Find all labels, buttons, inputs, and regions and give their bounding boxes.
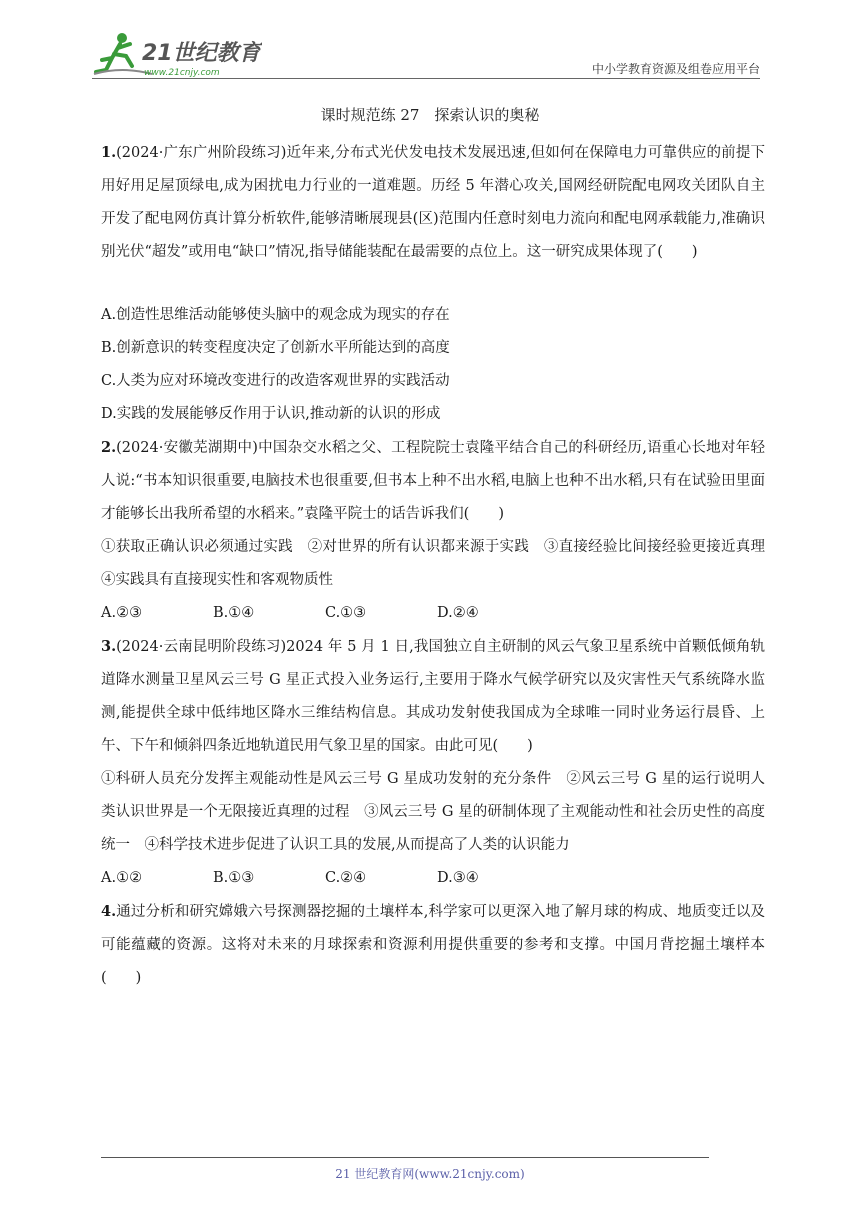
- option-a: A.创造性思维活动能够使头脑中的观念成为现实的存在: [101, 307, 450, 323]
- page-header: [92, 30, 760, 80]
- question-number: 1.: [101, 144, 117, 161]
- option-a: A.①②: [101, 870, 143, 886]
- option-row: [101, 597, 765, 630]
- option-b: B.①④: [213, 605, 255, 621]
- question-stem: (2024·云南昆明阶段练习)2024 年 5 月 1 日,我国独立自主研制的风云气象卫星系统中首颗低倾角轨道降水测量卫星风云三号 G 星正式投入业务运行,主要用于降水气候学研究以及灾害性天气系统降水监测,能提供全球中低纬地区降水三维结构信息。其成功发射使我国成为全球唯一同时业务运行晨昏、上午、下午和倾斜四条近地轨道民用气象卫星的国家。由此可见( ): [101, 639, 765, 754]
- option-d: D.③④: [437, 870, 479, 886]
- question-2: [101, 431, 765, 531]
- question-3: [101, 630, 765, 763]
- svg-text:www.21cnjy.com: www.21cnjy.com: [144, 68, 220, 78]
- statements: ①获取正确认识必须通过实践 ②对世界的所有认识都来源于实践 ③直接经验比间接经验更接近真理 ④实践具有直接现实性和客观物质性: [101, 539, 780, 588]
- option-c: C.①③: [325, 605, 367, 621]
- svg-text:21世纪教育: 21世纪教育: [142, 41, 261, 66]
- option-b: B.①③: [213, 870, 255, 886]
- header-divider: [92, 78, 760, 79]
- question-stem: (2024·广东广州阶段练习)近年来,分布式光伏发电技术发展迅速,但如何在保障电力可靠供应的前提下用好用足屋顶绿电,成为困扰电力行业的一道难题。历经 5 年潜心攻关,国网经研院配电网攻关团队自主开发了配电网仿真计算分析软件,能够清晰展现县(区)范围内任意时刻电力流向和配电网承载能力,准确识别光伏“超发”或用电“缺口”情况,指导储能装配在最需要的点位上。这一研究成果体现了( ): [101, 145, 765, 260]
- page-title: 课时规范练 27 探索认识的奥秘: [320, 106, 540, 124]
- question-number: 4.: [101, 903, 117, 920]
- option-row: [101, 862, 765, 895]
- option-a: A.②③: [101, 605, 143, 621]
- option-d: D.②④: [437, 605, 479, 621]
- question-stem: 通过分析和研究嫦娥六号探测器挖掘的土壤样本,科学家可以更深入地了解月球的构成、地质变迁以及可能蕴藏的资源。这将对未来的月球探索和资源利用提供重要的参考和支撑。中国月背挖掘土壤样本( ): [101, 904, 765, 986]
- option-b: B.创新意识的转变程度决定了创新水平所能达到的高度: [101, 340, 450, 356]
- footer-divider: [101, 1157, 709, 1158]
- option-d: D.实践的发展能够反作用于认识,推动新的认识的形成: [101, 406, 441, 422]
- option-c: C.②④: [325, 870, 367, 886]
- question-4: [101, 895, 765, 995]
- question-list: [101, 136, 780, 995]
- question-number: 2.: [101, 439, 117, 456]
- platform-name: 中小学教育资源及组卷应用平台: [591, 62, 760, 76]
- question-number: 3.: [101, 638, 117, 655]
- page-footer: 21 世纪教育网(www.21cnjy.com): [335, 1167, 525, 1181]
- statements: ①科研人员充分发挥主观能动性是风云三号 G 星成功发射的充分条件 ②风云三号 G 星的运行说明人类认识世界是一个无限接近真理的过程 ③风云三号 G 星的研制体现了主观能动性和社会历史性的高度统一 ④科学技术进步促进了认识工具的发展,从而提高了人类的认识能力: [101, 771, 765, 853]
- question-1: [101, 136, 765, 269]
- answer-gap: [101, 269, 765, 299]
- site-logo: [92, 30, 262, 80]
- option-c: C.人类为应对环境改变进行的改造客观世界的实践活动: [101, 373, 450, 389]
- question-stem: (2024·安徽芜湖期中)中国杂交水稻之父、工程院院士袁隆平结合自己的科研经历,语重心长地对年轻人说:“书本知识很重要,电脑技术也很重要,但书本上种不出水稻,电脑上也种不出水稻,只有在试验田里面才能够长出我所希望的水稻来。”袁隆平院士的话告诉我们( ): [101, 440, 765, 522]
